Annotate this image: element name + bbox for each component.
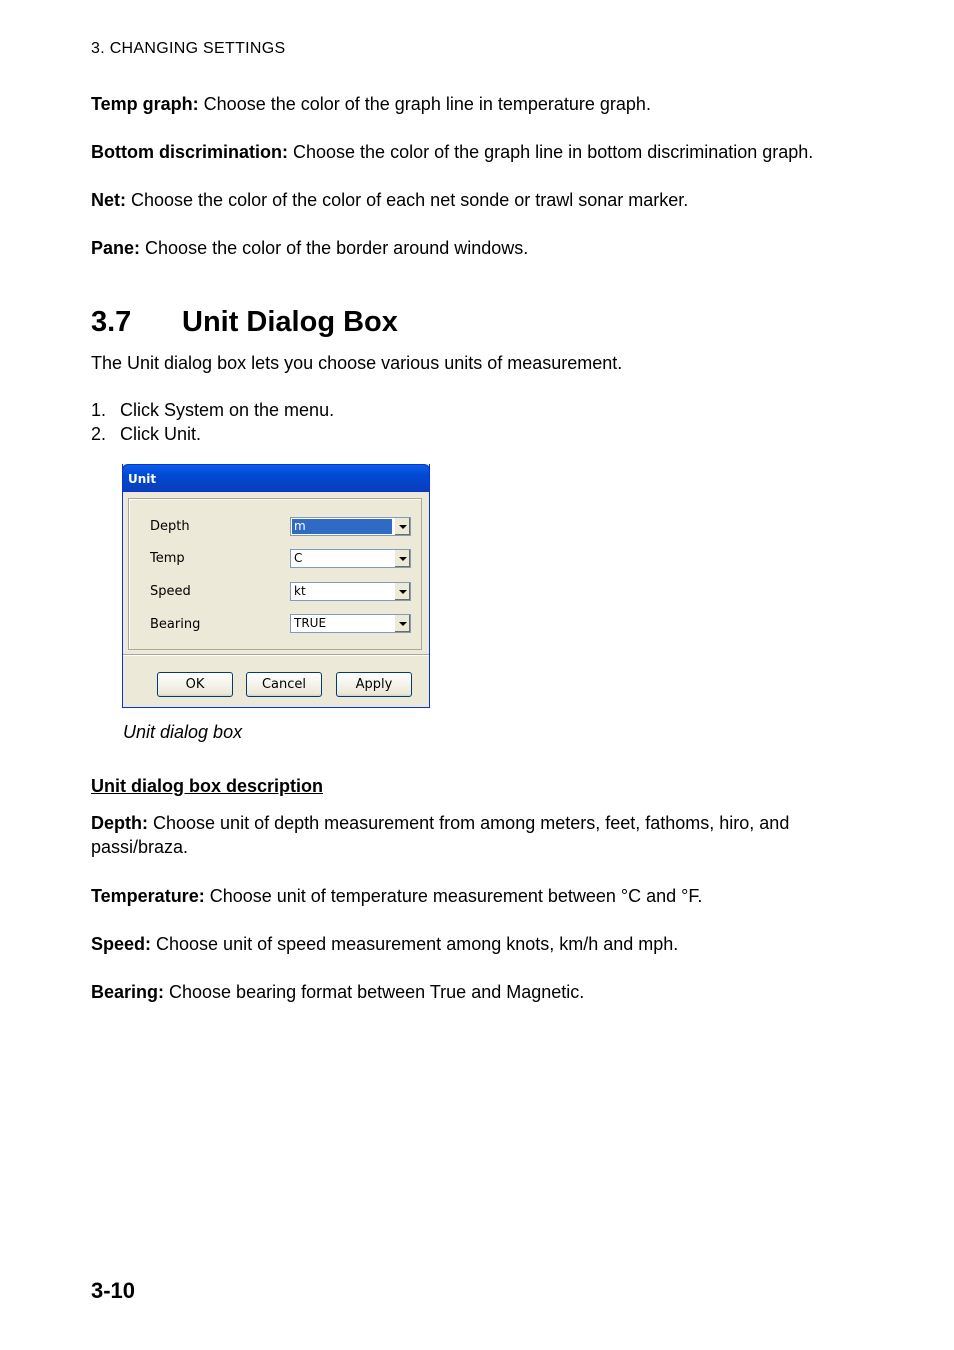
- definition: Choose the color of the color of each net sonde or trawl sonar marker.: [126, 190, 689, 210]
- chevron-down-icon[interactable]: [394, 550, 410, 567]
- figure-caption: Unit dialog box: [123, 722, 243, 742]
- unit-groupbox: [128, 498, 422, 650]
- term: Temp graph:: [91, 94, 199, 114]
- definition: Choose unit of speed measurement among knots, km/h and mph.: [151, 934, 679, 954]
- term: Bearing:: [91, 982, 165, 1002]
- ok-button[interactable]: OK: [157, 672, 233, 697]
- step-number: 1.: [91, 400, 107, 420]
- speed-description: [91, 932, 851, 956]
- step-item: [91, 422, 334, 446]
- definition: Choose bearing format between True and Magnetic.: [164, 982, 585, 1002]
- definition: Choose the color of the border around windows.: [140, 238, 529, 258]
- section-intro: The Unit dialog box lets you choose various units of measurement.: [91, 353, 623, 373]
- dialog-separator: [123, 654, 429, 656]
- term: Depth:: [91, 813, 148, 833]
- definition: Choose the color of the graph line in temperature graph.: [198, 94, 651, 114]
- chevron-down-icon[interactable]: [394, 518, 410, 535]
- step-item: [91, 398, 334, 422]
- dialog-title: Unit: [128, 472, 157, 486]
- depth-value: m: [292, 519, 392, 534]
- depth-select[interactable]: [290, 517, 411, 536]
- term: Net:: [91, 190, 126, 210]
- definition: Choose unit of temperature measurement between °C and °F.: [204, 886, 703, 906]
- page-number: 3-10: [91, 1278, 136, 1303]
- speed-select[interactable]: [290, 582, 411, 601]
- unit-dialog: [122, 464, 430, 708]
- chevron-down-icon[interactable]: [394, 583, 410, 600]
- apply-button[interactable]: Apply: [336, 672, 412, 697]
- speed-label: Speed: [150, 584, 191, 599]
- dialog-titlebar[interactable]: [122, 464, 430, 492]
- net-paragraph: [91, 188, 851, 212]
- pane-paragraph: [91, 236, 851, 260]
- term: Temperature:: [91, 886, 205, 906]
- step-number: 2.: [91, 424, 107, 444]
- section-title: Unit Dialog Box: [182, 306, 398, 338]
- step-text: Click Unit.: [120, 424, 202, 444]
- cancel-button[interactable]: Cancel: [246, 672, 322, 697]
- temp-label: Temp: [150, 551, 185, 566]
- chevron-down-icon[interactable]: [394, 615, 410, 632]
- step-text: Click System on the menu.: [120, 400, 335, 420]
- speed-value: kt: [294, 584, 306, 598]
- term: Pane:: [91, 238, 141, 258]
- temp-select[interactable]: [290, 549, 411, 568]
- bearing-select[interactable]: [290, 614, 411, 633]
- term: Bottom discrimination:: [91, 142, 288, 162]
- temperature-description: [91, 884, 851, 908]
- temp-graph-paragraph: [91, 92, 851, 116]
- depth-description: [91, 811, 851, 859]
- term: Speed:: [91, 934, 152, 954]
- bearing-label: Bearing: [150, 617, 201, 632]
- bearing-description: [91, 980, 851, 1004]
- steps-list: [91, 398, 334, 446]
- section-number: 3.7: [91, 306, 132, 338]
- description-heading: Unit dialog box description: [91, 776, 324, 796]
- temp-value: C: [294, 551, 303, 565]
- depth-label: Depth: [150, 519, 190, 534]
- definition: Choose unit of depth measurement from among meters, feet, fathoms, hiro, and passi/braza.: [91, 813, 790, 857]
- definition: Choose the color of the graph line in bottom discrimination graph.: [288, 142, 814, 162]
- running-header: 3. CHANGING SETTINGS: [91, 40, 286, 57]
- bearing-value: TRUE: [294, 616, 327, 630]
- bottom-discrimination-paragraph: [91, 140, 851, 164]
